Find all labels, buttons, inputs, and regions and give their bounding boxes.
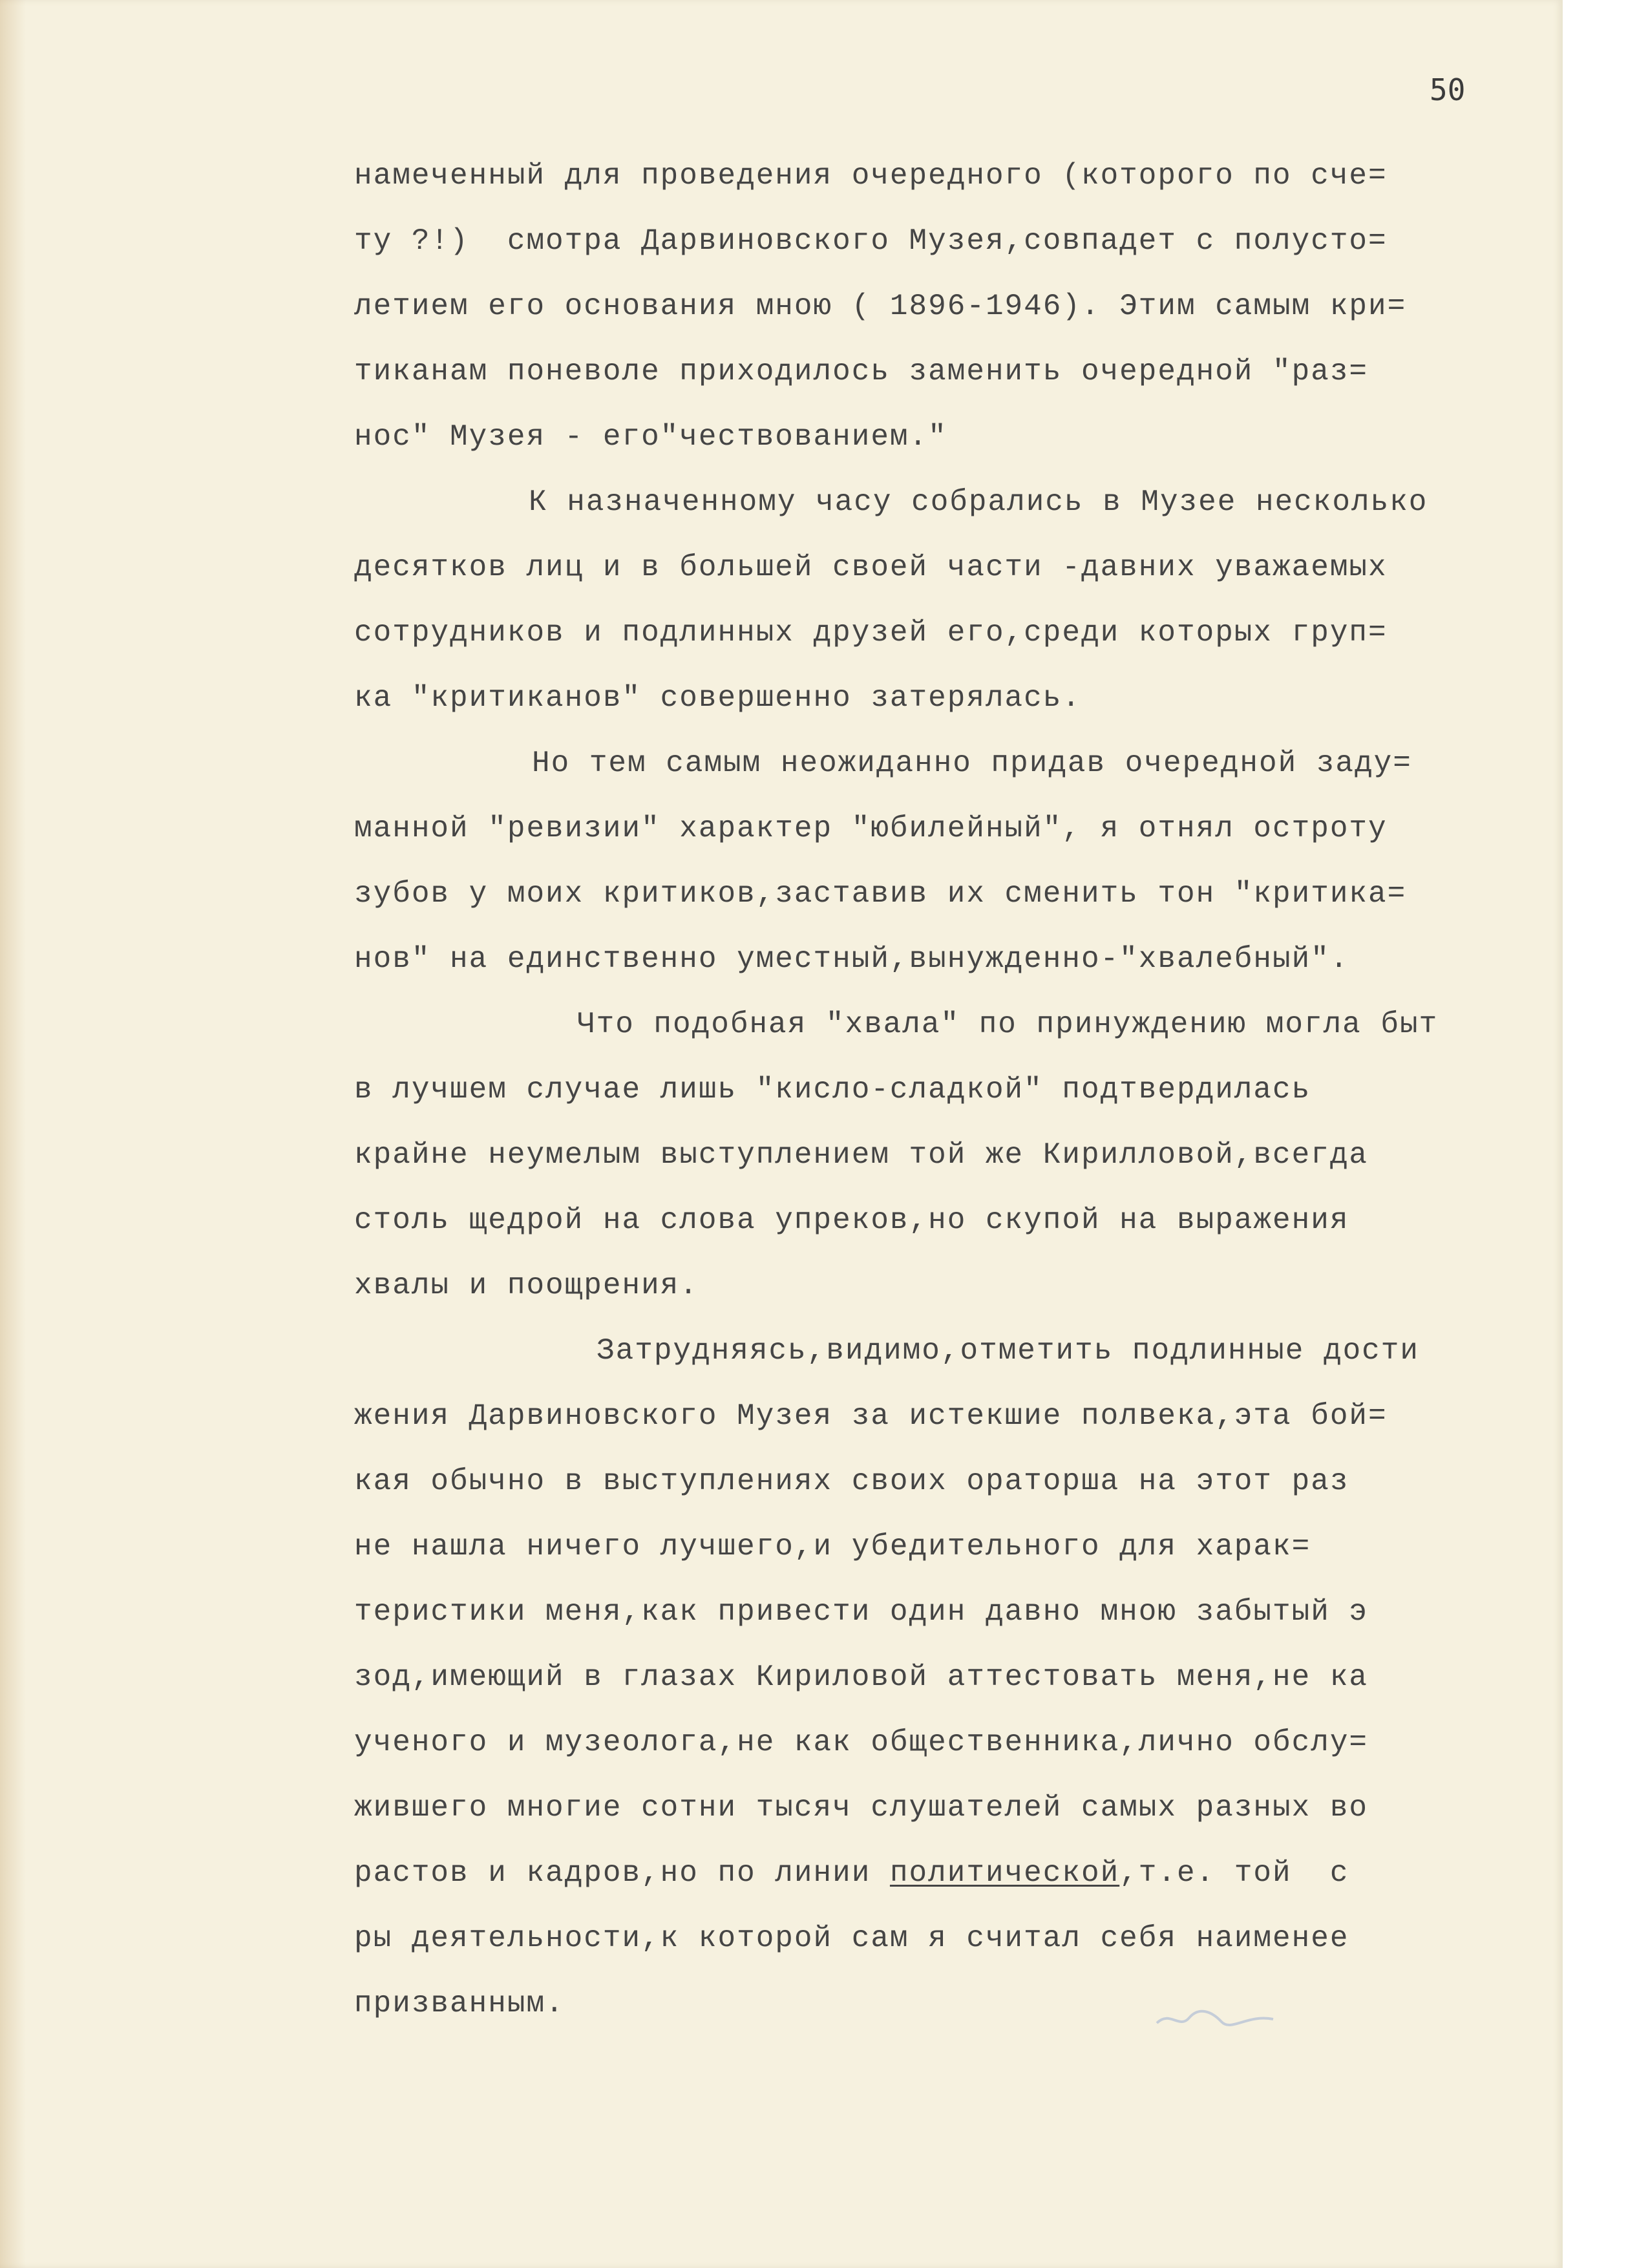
text-line: сотрудников и подлинных друзей его,среди которых груп=	[354, 616, 1388, 650]
text-segment: ,т.е. той с	[1119, 1856, 1349, 1890]
text-line: десятков лиц и в большей своей части -давних уважаемых	[354, 551, 1388, 584]
text-line: кая обычно в выступлениях своих ораторша на этот раз	[354, 1465, 1349, 1498]
text-line: не нашла ничего лучшего,и убедительного для харак=	[354, 1530, 1311, 1563]
paragraph-first-line: Затрудняясь,видимо,отметить подлинные дости	[597, 1334, 1419, 1368]
text-line: ту ?!) смотра Дарвиновского Музея,совпадет с полусто=	[354, 224, 1388, 258]
text-line-with-underline	[354, 1841, 1556, 1906]
paper-edge-stain	[0, 0, 26, 2268]
text-line: хвалы и поощрения.	[354, 1269, 699, 1302]
text-line: столь щедрой на слова упреков,но скупой на выражения	[354, 1203, 1349, 1237]
text-line: зод,имеющий в глазах Кириловой аттестовать меня,не ка	[354, 1660, 1369, 1694]
text-line: ры деятельности,к которой сам я считал себя наименее	[354, 1922, 1349, 1955]
underlined-word: политической	[889, 1856, 1120, 1890]
text-line: нос" Музея - его"чествованием."	[354, 420, 947, 454]
paragraph-first-line: Что подобная "хвала" по принуждению могла быт	[577, 1008, 1439, 1041]
text-line: жения Дарвиновского Музея за истекшие полвека,эта бой=	[354, 1399, 1388, 1433]
text-segment: растов и кадров,но по линии	[354, 1856, 871, 1890]
text-line: ученого и музеолога,не как общественника,лично обслу=	[354, 1726, 1369, 1759]
text-line: зубов у моих критиков,заставив их сменить тон "критика=	[354, 877, 1407, 911]
text-line: намеченный для проведения очередного (которого по сче=	[354, 159, 1388, 193]
text-line: в лучшем случае лишь "кисло-сладкой" подтвердилась	[354, 1073, 1311, 1107]
text-line: нов" на единственно уместный,вынужденно-"хвалебный".	[354, 942, 1349, 976]
page-number: 50	[1430, 72, 1466, 107]
text-line: ка "критиканов" совершенно затерялась.	[354, 681, 1081, 715]
text-line: летием его основания мною ( 1896-1946). Этим самым кри=	[354, 290, 1407, 323]
text-line: призванным.	[354, 1987, 565, 2020]
faint-ink-scribble	[1150, 2004, 1280, 2032]
text-line: теристики меня,как привести один давно мною забытый э	[354, 1595, 1369, 1629]
text-line: тиканам поневоле приходилось заменить очередной "раз=	[354, 355, 1369, 388]
paragraph-first-line: Но тем самым неожиданно придав очередной заду=	[532, 747, 1412, 780]
text-line: крайне неумелым выступлением той же Кирилловой,всегда	[354, 1138, 1369, 1172]
typewritten-text	[354, 143, 1556, 2037]
text-line: манной "ревизии" характер "юбилейный", я отнял остроту	[354, 812, 1388, 845]
text-line: жившего многие сотни тысяч слушателей самых разных во	[354, 1791, 1369, 1825]
paragraph-first-line: К назначенному часу собрались в Музее несколько	[529, 485, 1428, 519]
